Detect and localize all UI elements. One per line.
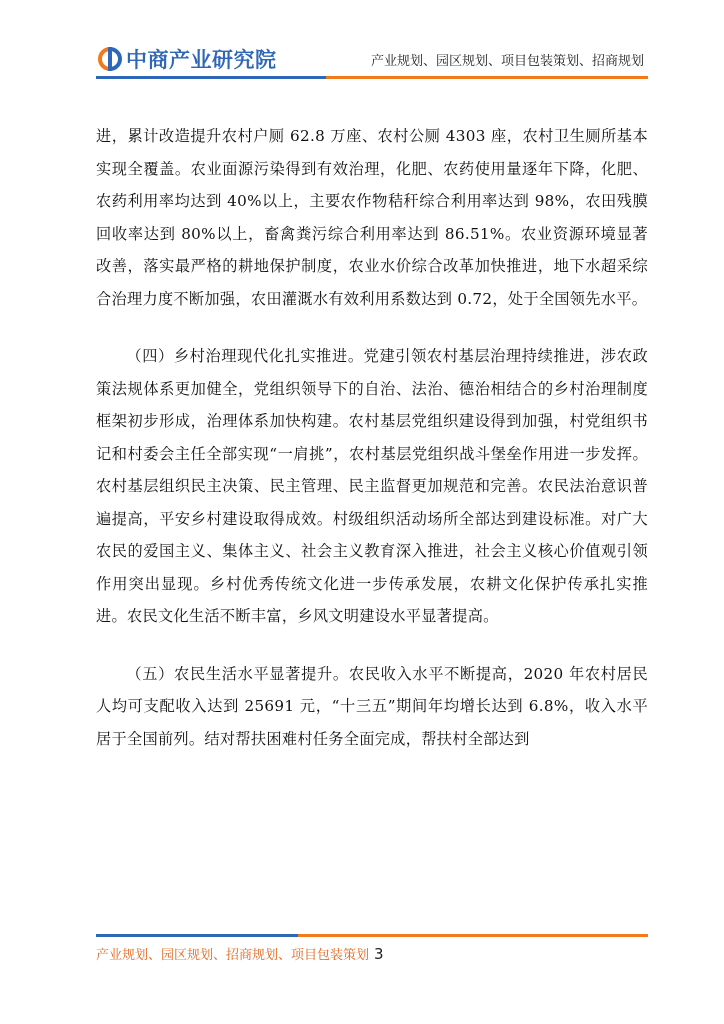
paragraph-rural-governance: （四）乡村治理现代化扎实推进。党建引领农村基层治理持续推进，涉农政策法规体系更加健全，党组织领导下的自治、法治、德治相结合的乡村治理制度框架初步形成，治理体系加快构建。农村基层党组织建设得到加强，村党组织书记和村委会主任全部实现“一肩挑”，农村基层党组织战斗堡垒作用进一步发挥。农村基层组织民主决策、民主管理、民主监督更加规范和完善。农民法治意识普遍提高，平安乡村建设取得成效。村级组织活动场所全部达到建设标准。对广大农民的爱国主义、集体主义、社会主义教育深入推进，社会主义核心价值观引领作用突出显现。乡村优秀传统文化进一步传承发展，农耕文化保护传承扎实推进。农民文化生活不断丰富，乡风文明建设水平显著提高。 — [96, 347, 648, 625]
footer-divider-blue — [96, 934, 298, 937]
paragraph-farmer-living-standards: （五）农民生活水平显著提升。农民收入水平不断提高，2020 年农村居民人均可支配收入达到 25691 元，“十三五”期间年均增长达到 6.8%，收入水平居于全国前列。结对帮扶困难村任务全面完成，帮扶村全部达到 — [96, 664, 648, 748]
paragraph-continuation: 进，累计改造提升农村户厕 62.8 万座、农村公厕 4303 座，农村卫生厕所基本实现全覆盖。农业面源污染得到有效治理，化肥、农药使用量逐年下降，化肥、农药利用率均达到 40%以上，主要农作物秸秆综合利用率达到 98%，农田残膜回收率达到 80%以上，畜禽粪污综合利用率达到 86.51%。农业资源环境显著改善，落实最严格的耕地保护制度，农业水价综合改革加快推进，地下水超采综合治理力度不断加强，农田灌溉水有效利用系数达到 0.72，处于全国领先水平。 — [96, 127, 648, 308]
header-divider-orange — [326, 76, 648, 79]
document-body — [96, 120, 648, 755]
brand-logo-icon — [97, 46, 123, 72]
header-divider-blue — [96, 76, 326, 79]
header-tagline: 产业规划、园区规划、项目包装策划、招商规划 — [370, 54, 644, 69]
page-number: 3 — [374, 945, 384, 963]
footer-divider-orange — [298, 934, 648, 937]
footer-tagline: 产业规划、园区规划、招商规划、项目包装策划 — [96, 948, 370, 963]
brand-logo — [97, 44, 277, 74]
page-footer — [96, 944, 384, 963]
brand-name: 中商产业研究院 — [126, 48, 277, 72]
page-header — [0, 0, 724, 90]
